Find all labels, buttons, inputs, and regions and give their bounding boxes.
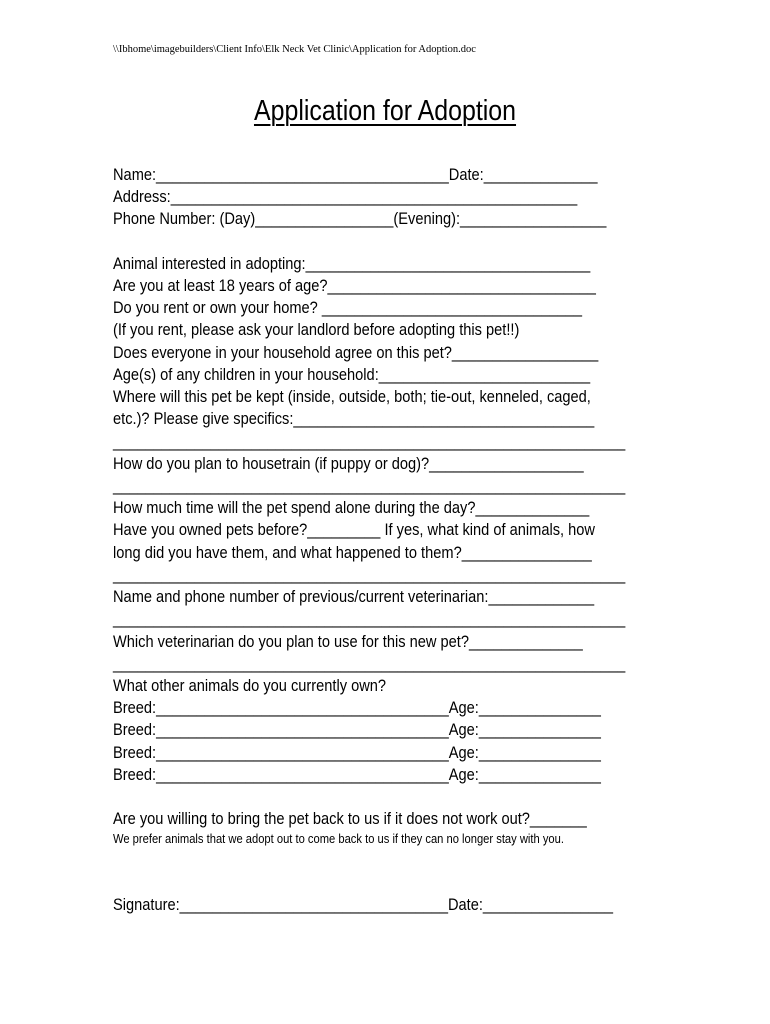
new-vet-line: Which veterinarian do you plan to use for this new pet?______________ — [113, 632, 583, 651]
name-date-line: Name:____________________________________Date:______________ — [113, 165, 598, 184]
phone-line: Phone Number: (Day)_________________(Evening):__________________ — [113, 209, 607, 228]
animal-interested-line: Animal interested in adopting:___________________________________ — [113, 254, 591, 273]
rent-own-line: Do you rent or own your home? ________________________________ — [113, 298, 583, 317]
time-alone-line: How much time will the pet spend alone during the day?______________ — [113, 498, 590, 517]
page-title — [54, 95, 716, 128]
pet-history-line: long did you have them, and what happened to them?________________ — [113, 543, 592, 562]
address-line: Address:__________________________________________________ — [113, 187, 578, 206]
housetrain-line: How do you plan to housetrain (if puppy or dog)?___________________ — [113, 454, 584, 473]
return-question-line: Are you willing to bring the pet back to us if it does not work out?_______ — [113, 809, 587, 828]
signature-line: Signature:_________________________________Date:________________ — [113, 895, 614, 914]
page-title-text: Application for Adoption — [253, 95, 517, 127]
age-18-line: Are you at least 18 years of age?_________________________________ — [113, 276, 596, 295]
breed-age-line: Breed:____________________________________Age:_______________ — [113, 698, 601, 717]
blank-line: _______________________________________________________________ — [113, 609, 626, 628]
specifics-line: etc.)? Please give specifics:_____________________________________ — [113, 409, 595, 428]
breed-age-line: Breed:____________________________________Age:_______________ — [113, 720, 601, 739]
breed-age-line: Breed:____________________________________Age:_______________ — [113, 743, 601, 762]
household-agree-line: Does everyone in your household agree on this pet?__________________ — [113, 343, 599, 362]
blank-line: _______________________________________________________________ — [113, 565, 626, 584]
blank-line: _______________________________________________________________ — [113, 476, 626, 495]
return-note: We prefer animals that we adopt out to come back to us if they can no longer stay with you. — [113, 831, 564, 846]
file-path-header: \\Ibhome\imagebuilders\Client Info\Elk Neck Vet Clinic\Application for Adoption.doc — [113, 44, 476, 55]
other-animals-line: What other animals do you currently own? — [113, 676, 387, 695]
breed-age-line: Breed:____________________________________Age:_______________ — [113, 765, 601, 784]
pet-kept-line: Where will this pet be kept (inside, outside, both; tie-out, kenneled, caged, — [113, 387, 591, 406]
owned-pets-line: Have you owned pets before?_________ If yes, what kind of animals, how — [113, 520, 595, 539]
previous-vet-line: Name and phone number of previous/current veterinarian:_____________ — [113, 587, 595, 606]
landlord-note-line: (If you rent, please ask your landlord before adopting this pet!!) — [113, 320, 520, 339]
children-ages-line: Age(s) of any children in your household:__________________________ — [113, 365, 591, 384]
blank-line: _______________________________________________________________ — [113, 654, 626, 673]
blank-line: _______________________________________________________________ — [113, 432, 626, 451]
